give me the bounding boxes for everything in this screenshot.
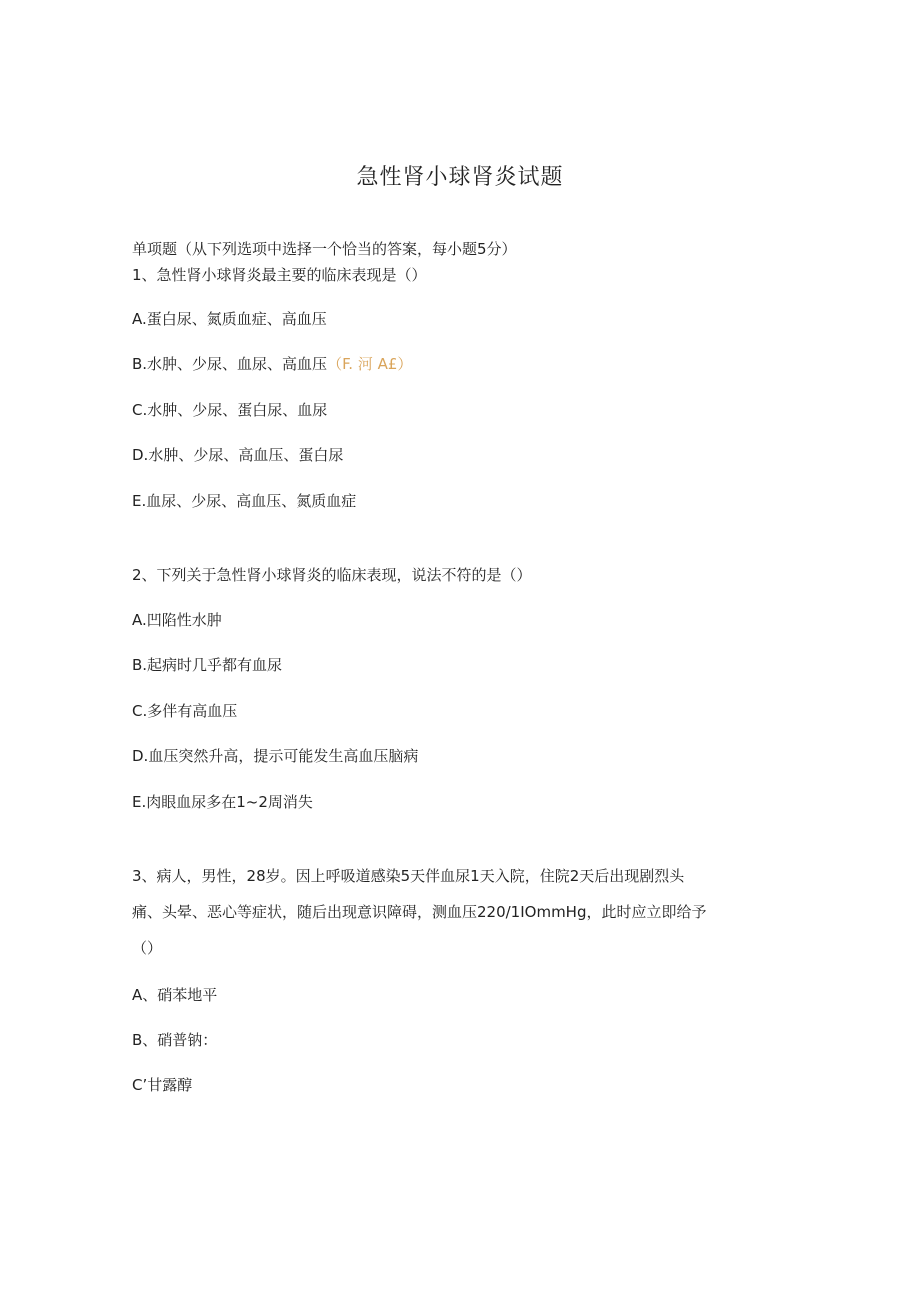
question-2-option-a: A.凹陷性水肿 — [132, 611, 222, 629]
page-title: 急性肾小球肾炎试题 — [356, 165, 564, 190]
question-1-stem: 1、急性肾小球肾炎最主要的临床表现是（） — [132, 266, 427, 284]
question-1-option-a: A.蛋白尿、氮质血症、高血压 — [132, 310, 327, 328]
question-3-option-c: C’甘露醇 — [132, 1076, 193, 1094]
question-1-option-b — [132, 354, 412, 374]
question-1-option-e: E.血尿、少尿、高血压、氮质血症 — [132, 492, 357, 510]
question-3-stem-line-1: 3、病人，男性，28岁。因上呼吸道感染5天伴血尿1天入院，住院2天后出现剧烈头 — [132, 867, 685, 885]
question-1-option-d: D.水肿、少尿、高血压、蛋白尿 — [132, 446, 344, 464]
question-3-stem-line-3: （） — [132, 939, 163, 957]
question-1-option-c: C.水肿、少尿、蛋白尿、血尿 — [132, 401, 328, 419]
question-2-option-b: B.起病时几乎都有血尿 — [132, 656, 283, 674]
question-3-stem-line-2: 痛、头晕、恶心等症状，随后出现意识障碍，测血压220/1IOmmHg，此时应立即给予 — [132, 903, 707, 921]
answer-note: （F. 河 A£） — [327, 355, 413, 373]
option-text: B.水肿、少尿、血尿、高血压 — [132, 355, 328, 373]
question-3-option-a: A、硝苯地平 — [132, 986, 218, 1004]
question-2-option-e: E.肉眼血尿多在1~2周消失 — [132, 793, 313, 811]
question-2-option-d: D.血压突然升高，提示可能发生高血压脑病 — [132, 747, 419, 765]
question-2-stem: 2、下列关于急性肾小球肾炎的临床表现，说法不符的是（） — [132, 566, 532, 584]
instructions: 单项题（从下列选项中选择一个恰当的答案，每小题5分） — [132, 240, 517, 258]
question-2-option-c: C.多伴有高血压 — [132, 702, 238, 720]
question-3-option-b: B、硝普钠： — [132, 1031, 218, 1049]
